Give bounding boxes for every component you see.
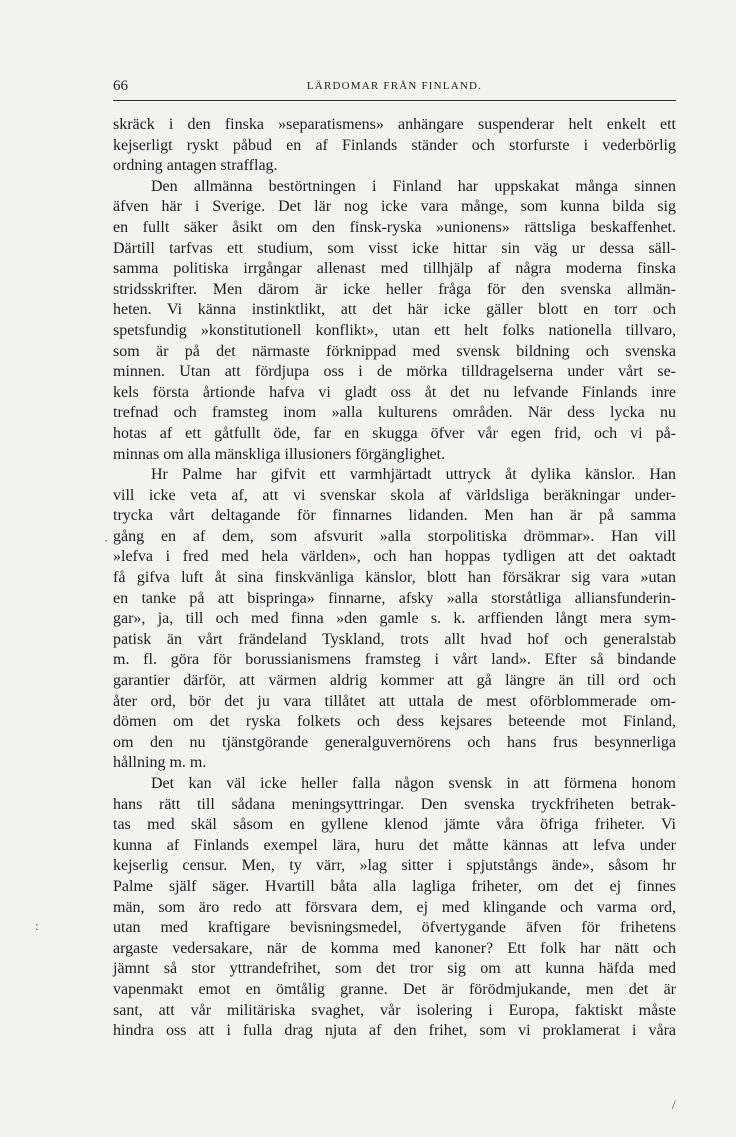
text-line: m. fl. göra för borussianismens framsteg i vårt land». Efter så bindande	[113, 651, 676, 669]
text-line: stridsskrifter. Men därom är icke heller fråga för den svenska allmän-	[113, 280, 676, 298]
text-line: sant, att vår militäriska svaghet, vår isolering i Europa, faktiskt måste	[113, 1001, 676, 1019]
text-line: Den allmänna bestörtningen i Finland har uppskakat många sinnen	[151, 177, 676, 195]
text-line: jämnt så stor yttrandefrihet, som det tror sig om att kunna häfda med	[113, 960, 676, 978]
text-line: skräck i den finska »separatismens» anhängare suspenderar helt enkelt ett	[113, 116, 676, 133]
margin-mark: ·	[104, 533, 109, 548]
text-line: tas med skäl såsom en gyllene klenod jämte våra öfriga friheter. Vi	[113, 816, 676, 834]
text-line: en tanke på att bispringa» finnarne, afsky »alla storståtliga alliansfunderin-	[113, 589, 676, 607]
text-line: utan med kraftigare bevisningsmedel, öfvertygande äfven för frihetens	[113, 919, 676, 937]
text-line: äfven här i Sverige. Det lär nog icke vara månge, som kunna bilda sig	[113, 198, 676, 216]
text-line: åter ord, bör det ju vara tillåtet att uttala de mest oförblommerade om-	[113, 692, 676, 710]
text-line: »lefva i fred med hela världen», och han hoppas tydligen att det oaktadt	[113, 548, 676, 566]
text-line: få gifva luft åt sina finskvänliga känslor, blott han försäkrar sig vara »utan	[113, 569, 676, 587]
text-line: hindra oss att i fulla drag njuta af den frihet, som vi proklamerat i våra	[113, 1022, 676, 1040]
text-line: Därtill tarfvas ett studium, som visst icke hittar sin väg ur dessa säll-	[113, 239, 676, 257]
text-line: ordning antagen strafflag.	[113, 157, 278, 175]
text-line: vill icke veta af, att vi svenskar skola af världsliga beräkningar under-	[113, 486, 676, 504]
text-line: gång en af dem, som afsvurit »alla storpolitiska drömmar». Han vill	[113, 527, 676, 545]
text-line: hans rätt till sådana meningsyttringar. Den svenska tryckfriheten betrak-	[113, 795, 676, 813]
text-line: kejserligt ryskt påbud en af Finlands ständer och storfurste i vederbörlig	[113, 136, 676, 154]
text-line: män, som äro redo att försvara dem, ej med klingande och varma ord,	[113, 898, 676, 916]
body-text	[113, 115, 676, 1042]
text-line: samma politiska irrgångar allenast med tillhjälp af några moderna finska	[113, 260, 676, 278]
text-line: dömen om det ryska folkets och dess kejsares beteende mot Finland,	[113, 713, 676, 731]
margin-mark: /	[672, 1097, 676, 1112]
text-line: trycka vårt deltagande för finnarnes lidanden. Men han är på samma	[113, 507, 676, 525]
text-line: hållning m. m.	[113, 754, 207, 772]
page-header	[113, 78, 676, 101]
page-number: 66	[113, 78, 128, 94]
text-line: gar», ja, till och med finna »den gamle s. k. arffienden långt mera sym-	[113, 610, 676, 628]
text-line: argaste vedersakare, när de komma med kanoner? Ett folk har nätt och	[113, 939, 676, 957]
text-line: som är på det närmaste förknippad med svensk bildning och svenska	[113, 342, 676, 360]
text-line: kels första årtionde hafva vi gladt oss åt det nu lefvande Finlands inre	[113, 383, 676, 401]
text-line: minnas om alla mänskliga illusioners förgänglighet.	[113, 445, 446, 463]
text-line: Det kan väl icke heller falla någon svensk in att förmena honom	[151, 775, 676, 792]
text-line: Hr Palme har gifvit ett varmhjärtadt uttryck åt dylika känslor. Han	[151, 466, 676, 484]
text-line: kejserlig censur. Men, ty värr, »lag sitter i spjutstångs ände», såsom hr	[113, 857, 676, 875]
text-line: om den nu tjänstgörande generalguvernörens och hans frus besynnerliga	[113, 733, 676, 751]
text-line: trefnad och framsteg inom »alla kulturens områden. När dess lycka nu	[113, 404, 676, 422]
text-line: hotas af ett gåtfullt öde, far en skugga öfver vår egen frid, och vi på-	[113, 424, 676, 442]
text-line: en fullt säker åsikt om den finsk-ryska »unionens» rättsliga beskaffenhet.	[113, 218, 676, 236]
text-line: garantier därför, att värmen aldrig kommer att gå längre än till ord och	[113, 672, 676, 690]
text-line: heten. Vi känna instinktlikt, att det här icke gäller blott en torr och	[113, 301, 676, 319]
text-line: patisk än vårt frändeland Tyskland, trots allt hvad hof och generalstab	[113, 630, 676, 648]
running-head: LÄRDOMAR FRÅN FINLAND.	[306, 80, 483, 92]
margin-mark: :	[35, 918, 39, 933]
text-line: spetsfundig »konstitutionell konflikt», utan ett helt folks nationella tillvaro,	[113, 321, 676, 339]
text-line: Palme själf säger. Hvartill båta alla lagliga friheter, om det ej finnes	[113, 877, 676, 895]
text-line: minnen. Utan att fördjupa oss i de mörka tilldragelserna under vårt se-	[113, 363, 676, 381]
text-line: kunna af Finlands exempel lära, huru det måtte kännas att lefva under	[113, 836, 676, 854]
text-line: vapenmakt emot en ömtålig granne. Det är förödmjukande, men det är	[113, 980, 676, 998]
